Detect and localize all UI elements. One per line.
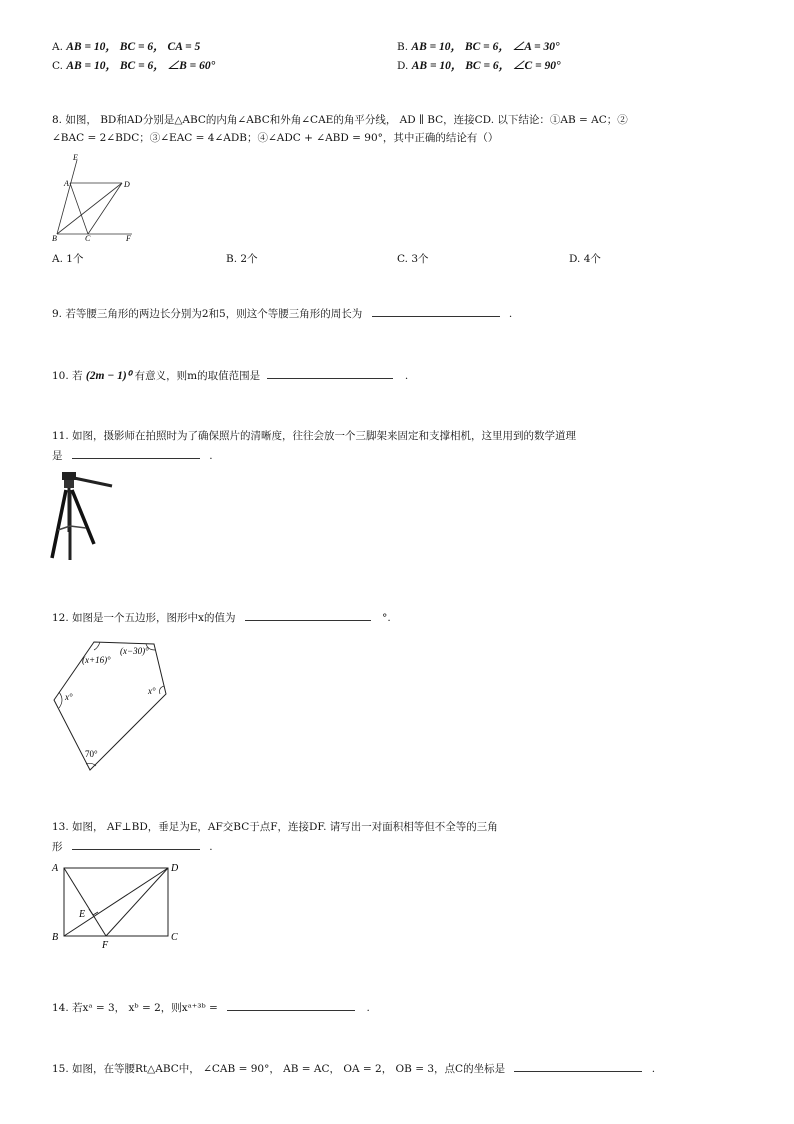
q13-stem-line1: 13. 如图， AF⊥BD，垂足为E，AF交BC于点F，连接DF. 请写出一对面积相等但不全等的三角 — [52, 821, 498, 833]
q10-text-post: 有意义，则m的取值范围是 — [134, 370, 261, 382]
q10-expression: (2m − 1)⁰ — [85, 370, 132, 382]
q13-stem-line2 — [52, 839, 213, 854]
answer-blank[interactable] — [72, 448, 200, 459]
q8-figure — [52, 150, 142, 242]
q11-stem-line1: 11. 如图，摄影师在拍照时为了确保照片的清晰度，往往会放一个三脚架来固定和支撑相机，这里用到的数学道理 — [52, 430, 577, 442]
q9-text: 9. 若等腰三角形的两边长分别为2和5，则这个等腰三角形的周长为 — [52, 308, 363, 320]
q7-option-d — [397, 59, 561, 73]
q7-option-a-text: AB = 10， BC = 6， CA = 5 — [66, 41, 201, 53]
q7-option-c — [52, 59, 215, 73]
answer-blank[interactable] — [227, 1000, 355, 1011]
q8-label-c: C — [85, 234, 91, 243]
option-label: D. — [397, 60, 409, 72]
q12-end: °. — [382, 612, 391, 624]
q13-label-b: B — [52, 932, 59, 943]
q9-end: . — [508, 308, 513, 320]
q10-stem — [52, 368, 408, 383]
q13-label-c: C — [171, 932, 178, 943]
q7-option-a — [52, 40, 200, 54]
q11-end: . — [209, 450, 213, 462]
q13-label-f: F — [102, 940, 109, 951]
q11-text: 是 — [52, 450, 63, 462]
q12-text: 12. 如图是一个五边形，图形中x的值为 — [52, 612, 236, 624]
q15-stem — [52, 1061, 655, 1076]
q13-end: . — [209, 841, 213, 853]
option-label: B. — [397, 41, 409, 53]
q7-option-d-text: AB = 10， BC = 6， ∠C = 90° — [411, 60, 561, 72]
q8-label-d: D — [124, 180, 130, 189]
q12-angle-70: 70° — [85, 749, 98, 759]
q15-text: 15. 如图，在等腰Rt△ABC中， ∠CAB = 90°， AB = AC， OA = 2， OB = 3，点C的坐标是 — [52, 1063, 506, 1075]
answer-blank[interactable] — [72, 839, 200, 850]
q14-stem — [52, 1000, 370, 1015]
q7-option-c-text: AB = 10， BC = 6， ∠B = 60° — [66, 60, 216, 72]
q8-label-f: F — [126, 234, 131, 243]
q14-text: 14. 若xᵃ = 3， xᵇ = 2，则xᵃ⁺³ᵇ = — [52, 1002, 218, 1014]
q15-end: . — [651, 1063, 656, 1075]
answer-blank[interactable] — [267, 368, 393, 379]
q14-end: . — [366, 1002, 370, 1014]
q8-option-d: D. 4个 — [569, 253, 601, 265]
q12-pentagon-figure — [52, 636, 172, 772]
q8-label-a: A — [64, 179, 69, 188]
q12-angle-x-minus-30: (x−30)° — [120, 646, 149, 656]
answer-blank[interactable] — [245, 610, 371, 621]
q12-stem — [52, 610, 391, 625]
q7-option-b-text: AB = 10， BC = 6， ∠A = 30° — [411, 41, 560, 53]
tripod-image — [48, 470, 114, 562]
q9-stem — [52, 306, 512, 321]
q8-label-b: B — [52, 234, 57, 243]
q7-option-b — [397, 40, 560, 54]
q8-label-e: E — [73, 153, 78, 162]
q8-stem-line2: ∠BAC = 2∠BDC；③∠EAC = 4∠ADB；④∠ADC + ∠ABD = 90°，其中正确的结论有（） — [52, 132, 499, 144]
q11-stem-line2 — [52, 448, 213, 463]
option-label: A. — [52, 41, 63, 53]
q8-option-c: C. 3个 — [397, 253, 429, 265]
q13-text: 形 — [52, 841, 63, 853]
q13-rectangle-figure — [50, 858, 190, 950]
q10-end: . — [404, 370, 409, 382]
option-label: C. — [52, 60, 63, 72]
answer-blank[interactable] — [514, 1061, 642, 1072]
q10-text-pre: 10. 若 — [52, 370, 83, 382]
q8-option-b: B. 2个 — [226, 253, 258, 265]
q13-label-a: A — [52, 863, 59, 874]
q8-option-a: A. 1个 — [52, 253, 84, 265]
q12-angle-x-right: x° — [148, 686, 156, 696]
q12-angle-x-plus-16: (x+16)° — [82, 655, 111, 665]
q12-angle-x-left: x° — [65, 692, 73, 702]
q13-label-d: D — [171, 863, 179, 874]
answer-blank[interactable] — [372, 306, 500, 317]
q13-label-e: E — [79, 909, 86, 920]
q8-stem-line1: 8. 如图， BD和AD分别是△ABC的内角∠ABC和外角∠CAE的角平分线， AD ∥ BC，连接CD. 以下结论：①AB = AC；② — [52, 114, 628, 126]
